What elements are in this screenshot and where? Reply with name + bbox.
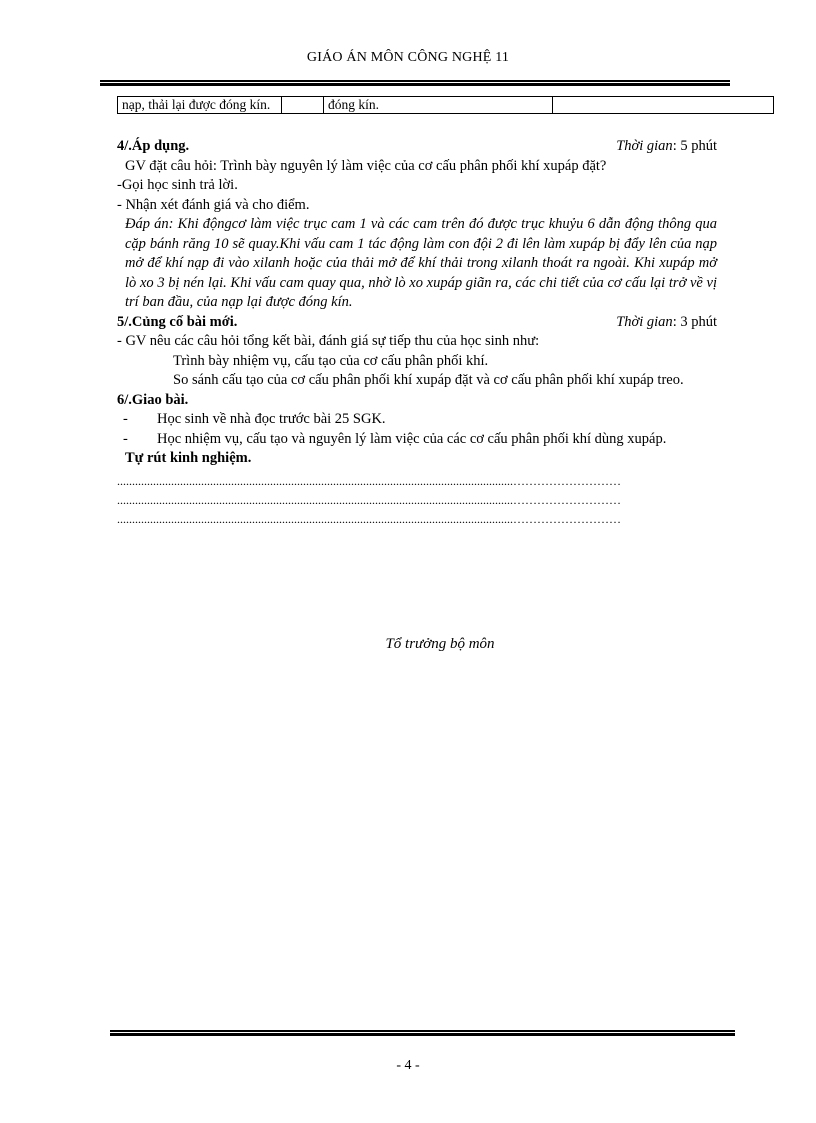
section-6-heading: 6/.Giao bài. [117,391,189,408]
experience-heading: Tự rút kinh nghiệm. [125,450,252,466]
section-5-question: Trình bày nhiệm vụ, cấu tạo của cơ cấu phân phối khí. [173,352,489,369]
page-header: GIÁO ÁN MÔN CÔNG NGHỆ 11 [306,50,510,65]
table-cell: nạp, thải lại được đóng kín. [118,97,282,114]
table-cell [282,97,324,114]
lesson-content [117,137,717,529]
section-4-answer: Đáp án: Khi độngcơ làm việc trục cam 1 và các cam trên đó được trục khuỷu 6 dẫn động thông qua cặp bánh răng 10 sẽ quay.Khi vấu cam 1 tác động làm con đội 2 đi lên làm xupáp bị đẩy lên của nạp mở để khí nạp đi vào xilanh hoặc của thải mở để khí thải trong xilanh thoát ra ngoài. Khi xupáp mở lò xo 3 bị nén lại. Khi vấu cam quay qua, nhờ lò xo xupáp giãn ra, các chi tiết của cơ cấu lại trở về vị trí ban đầu, của nạp lại được đóng kín. [125,216,717,310]
header-rule [100,80,730,86]
table-row [118,97,774,114]
table-cell: đóng kín. [324,97,553,114]
section-4-heading: 4/.Áp dụng. [117,138,190,154]
section-5-heading-row [117,313,717,333]
table-cell [553,97,774,114]
section-5-question: So sánh cấu tạo của cơ cấu phân phối khí xupáp đặt và cơ cấu phân phối khí xupáp treo. [173,372,684,388]
section-4-question: GV đặt câu hỏi: Trình bày nguyên lý làm việc của cơ cấu phân phối khí xupáp đặt? [125,157,607,174]
list-item: - Học sinh về nhà đọc trước bài 25 SGK. [123,411,386,427]
section-4-time: Thời gian: 5 phút [616,138,717,154]
footer-rule [110,1030,735,1036]
section-4-heading-row [117,137,717,157]
section-4-line: - Nhận xét đánh giá và cho điểm. [117,196,310,213]
section-5-intro: - GV nêu các câu hỏi tổng kết bài, đánh giá sự tiếp thu của học sinh như: [117,333,540,349]
signature-label: Tổ trưởng bộ môn [385,636,495,652]
page-number: - 4 - [396,1058,420,1073]
section-4-line: -Gọi học sinh trả lời. [117,177,238,193]
continuation-table [117,96,774,114]
dotted-line: ....................................................................................................................................……………………… [117,492,621,507]
section-5-heading: 5/.Củng cố bài mới. [117,313,238,330]
list-item: - Học nhiệm vụ, cấu tạo và nguyên lý làm việc của các cơ cấu phân phối khí dùng xupáp. [123,430,667,447]
dotted-line: ....................................................................................................................................……………………… [117,511,621,526]
section-5-time: Thời gian: 3 phút [616,313,717,330]
dotted-line: ....................................................................................................................................……………………… [117,473,621,488]
